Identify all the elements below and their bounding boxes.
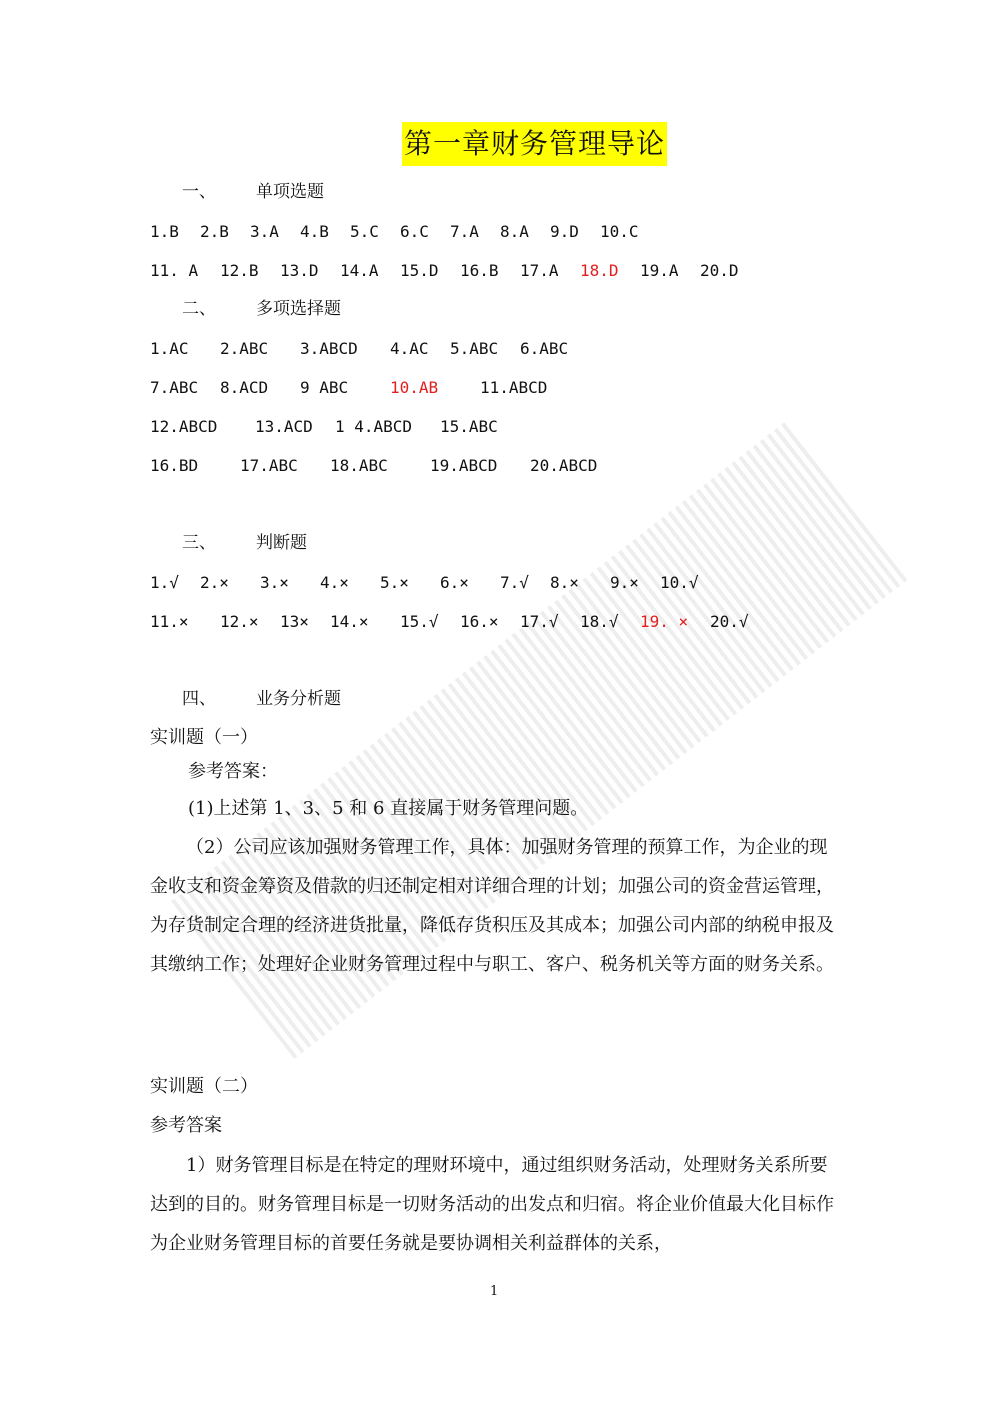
answer-item: 20.D [700, 261, 739, 280]
answer-item: 17.√ [520, 612, 559, 631]
section-number: 四、 [182, 689, 216, 709]
answer-item: 17.A [520, 261, 559, 280]
answer-item: 8.A [500, 222, 529, 241]
section-label: 业务分析题 [256, 689, 341, 709]
answer-item-highlighted: 10.AB [390, 378, 439, 397]
answer-item: 13.D [280, 261, 319, 280]
answer-item: 6.ABC [520, 339, 569, 358]
answer-item: 9.D [550, 222, 579, 241]
practice-title: 实训题（一） [150, 727, 258, 748]
section-label: 单项选题 [256, 182, 324, 202]
answer-item: 10.√ [660, 573, 699, 592]
answer-item-highlighted: 18.D [580, 261, 619, 280]
answer-item: 12.B [220, 261, 259, 280]
answer-item: 16.× [460, 612, 499, 631]
answer-item: 7.√ [500, 573, 529, 592]
section-number: 一、 [182, 182, 216, 202]
section-heading-judgement [182, 531, 307, 555]
answer-item: 8.× [550, 573, 579, 592]
answer-item: 9.× [610, 573, 639, 592]
answer-item: 1.B [150, 222, 179, 241]
answer-item: 3.A [250, 222, 279, 241]
section-heading-multi-choice [182, 297, 341, 321]
answer-item: 2.× [200, 573, 229, 592]
answer-item: 9 ABC [300, 378, 349, 397]
answer-item-highlighted: 19. × [640, 612, 689, 631]
chapter-title: 第一章财务管理导论 [402, 122, 667, 166]
section-label: 判断题 [256, 533, 307, 553]
answer-item: 12.ABCD [150, 417, 218, 436]
answer-item: 17.ABC [240, 456, 298, 475]
answer-item: 14.A [340, 261, 379, 280]
answer-item: 2.B [200, 222, 229, 241]
answer-item: 19.ABCD [430, 456, 498, 475]
answer-item: 2.ABC [220, 339, 269, 358]
answer-item: 10.C [600, 222, 639, 241]
answer-item: 11.ABCD [480, 378, 548, 397]
answer-item: 5.× [380, 573, 409, 592]
answer-paragraph: （2）公司应该加强财务管理工作，具体：加强财务管理的预算工作，为企业的现金收支和资金筹资及借款的归还制定相对详细合理的计划；加强公司的资金营运管理，为存货制定合理的经济进货批量，降低存货积压及其成本；加强公司内部的纳税申报及其缴纳工作；处理好企业财务管理过程中与职工、客户、税务机关等方面的财务关系。 [150, 837, 834, 975]
answer-item: 18.ABC [330, 456, 388, 475]
answer-item: 20.ABCD [530, 456, 598, 475]
answer-item: 15.D [400, 261, 439, 280]
section-heading-single-choice [182, 180, 324, 204]
answer-item: 13.ACD [255, 417, 313, 436]
section-number: 三、 [182, 533, 216, 553]
answer-item: 7.ABC [150, 378, 199, 397]
answer-item: 4.× [320, 573, 349, 592]
page-number: 1 [490, 1284, 499, 1299]
answer-item: 5.C [350, 222, 379, 241]
answer-item: 3.× [260, 573, 289, 592]
answer-item: 11. A [150, 261, 199, 280]
answer-paragraph: 1）财务管理目标是在特定的理财环境中，通过组织财务活动，处理财务关系所要达到的目的。财务管理目标是一切财务活动的出发点和归宿。将企业价值最大化目标作为企业财务管理目标的首要任务就是要协调相关利益群体的关系， [150, 1155, 834, 1254]
section-number: 二、 [182, 299, 216, 319]
answer-item: 1.AC [150, 339, 189, 358]
answer-item: 19.A [640, 261, 679, 280]
answer-item: 1 4.ABCD [335, 417, 413, 436]
answer-item: 18.√ [580, 612, 619, 631]
section-label: 多项选择题 [256, 299, 341, 319]
answer-item: 15.ABC [440, 417, 498, 436]
answer-item: 5.ABC [450, 339, 499, 358]
answer-item: 12.× [220, 612, 259, 631]
answer-item: 6.× [440, 573, 469, 592]
reference-answer-label: 参考答案： [188, 761, 278, 782]
answer-item: 16.BD [150, 456, 199, 475]
answer-item: 14.× [330, 612, 369, 631]
answer-item: 13× [280, 612, 309, 631]
answer-item: 3.ABCD [300, 339, 358, 358]
answer-item: 6.C [400, 222, 429, 241]
section-heading-analysis [182, 687, 341, 711]
answer-item: 20.√ [710, 612, 749, 631]
answer-item: 11.× [150, 612, 189, 631]
answer-paragraph: (1)上述第 1、3、5 和 6 直接属于财务管理问题。 [188, 798, 589, 819]
answer-item: 1.√ [150, 573, 179, 592]
answer-item: 4.B [300, 222, 329, 241]
answer-item: 4.AC [390, 339, 429, 358]
answer-item: 16.B [460, 261, 499, 280]
answer-item: 7.A [450, 222, 479, 241]
reference-answer-label: 参考答案 [150, 1115, 222, 1136]
answer-item: 15.√ [400, 612, 439, 631]
answer-item: 8.ACD [220, 378, 269, 397]
practice-title: 实训题（二） [150, 1076, 258, 1097]
